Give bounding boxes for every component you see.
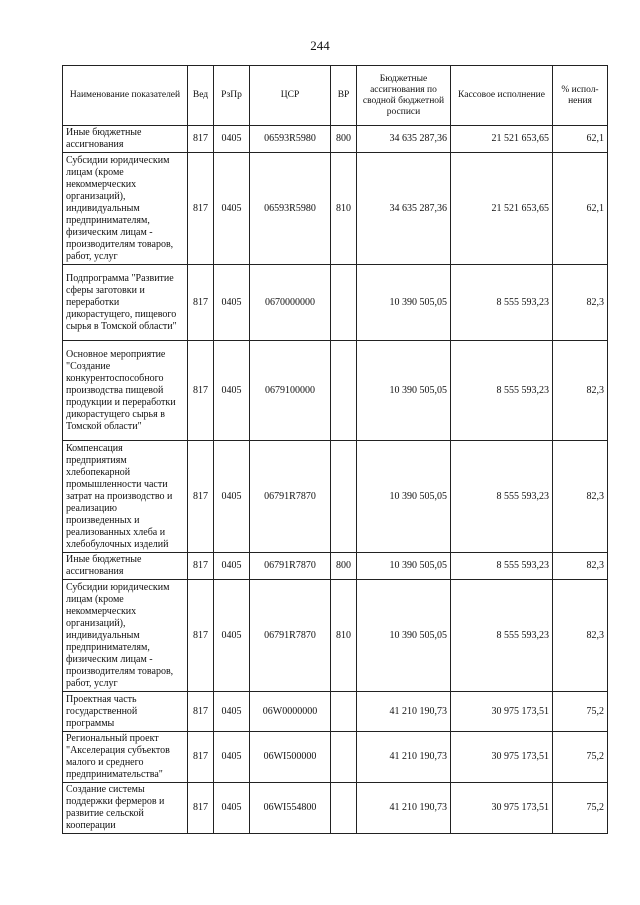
table-row [63,441,608,553]
row-percent: 82,3 [553,580,608,692]
row-rzpr: 0405 [214,692,250,732]
row-budget: 34 635 287,36 [357,126,451,153]
row-name: Иные бюджетные ассигнования [63,126,188,153]
row-rzpr: 0405 [214,783,250,834]
row-vr [331,732,357,783]
table-row [63,692,608,732]
row-cash: 30 975 173,51 [451,783,553,834]
row-name: Подпрограмма "Развитие сферы заготовки и переработки дикорастущего, пищевого сырья в Томской области" [63,265,188,341]
row-vr: 810 [331,153,357,265]
row-csr: 06791R7870 [250,553,331,580]
row-name: Создание системы поддержки фермеров и развитие сельской кооперации [63,783,188,834]
row-percent: 82,3 [553,265,608,341]
row-name: Компенсация предприятиям хлебопекарной промышленности части затрат на производство и реализацию произведенных и реализованных хлеба и хлебобулочных изделий [63,441,188,553]
header-vr: ВР [331,66,357,126]
row-ved: 817 [188,580,214,692]
row-vr [331,692,357,732]
row-budget: 10 390 505,05 [357,580,451,692]
row-name: Основное мероприятие "Создание конкурентоспособного производства пищевой продукции и переработки дикорастущего сырья в Томской области" [63,341,188,441]
row-rzpr: 0405 [214,580,250,692]
header-percent: % испол-нения [553,66,608,126]
row-csr: 06WI500000 [250,732,331,783]
row-ved: 817 [188,692,214,732]
row-rzpr: 0405 [214,732,250,783]
row-rzpr: 0405 [214,153,250,265]
row-ved: 817 [188,126,214,153]
row-percent: 82,3 [553,441,608,553]
row-csr: 06W0000000 [250,692,331,732]
row-budget: 10 390 505,05 [357,553,451,580]
row-vr [331,265,357,341]
header-name: Наименование показателей [63,66,188,126]
table-row [63,553,608,580]
table-row [63,732,608,783]
row-csr: 06593R5980 [250,126,331,153]
row-csr: 06WI554800 [250,783,331,834]
row-ved: 817 [188,441,214,553]
row-vr [331,441,357,553]
row-name: Субсидии юридическим лицам (кроме некоммерческих организаций), индивидуальным предпринимателям, физическим лицам - производителям товаров, работ, услуг [63,580,188,692]
row-vr: 800 [331,126,357,153]
row-percent: 62,1 [553,153,608,265]
row-budget: 10 390 505,05 [357,441,451,553]
row-rzpr: 0405 [214,341,250,441]
row-budget: 41 210 190,73 [357,692,451,732]
row-rzpr: 0405 [214,126,250,153]
table-row [63,341,608,441]
row-cash: 30 975 173,51 [451,732,553,783]
row-ved: 817 [188,265,214,341]
row-csr: 0679100000 [250,341,331,441]
header-row [63,66,608,126]
row-name: Иные бюджетные ассигнования [63,553,188,580]
row-name: Региональный проект "Акселерация субъектов малого и среднего предпринимательства" [63,732,188,783]
row-vr [331,341,357,441]
page-number: 244 [310,38,330,53]
row-csr: 06791R7870 [250,580,331,692]
row-vr: 810 [331,580,357,692]
row-ved: 817 [188,783,214,834]
row-cash: 30 975 173,51 [451,692,553,732]
row-csr: 06593R5980 [250,153,331,265]
header-csr: ЦСР [250,66,331,126]
row-rzpr: 0405 [214,441,250,553]
header-budget: Бюджетные ассигнования по сводной бюджетной росписи [357,66,451,126]
row-budget: 10 390 505,05 [357,341,451,441]
header-cash: Кассовое исполнение [451,66,553,126]
row-budget: 10 390 505,05 [357,265,451,341]
row-budget: 41 210 190,73 [357,732,451,783]
table-row [63,580,608,692]
row-cash: 8 555 593,23 [451,441,553,553]
row-name: Субсидии юридическим лицам (кроме некоммерческих организаций), индивидуальным предпринимателям, физическим лицам - производителям товаров, работ, услуг [63,153,188,265]
row-cash: 8 555 593,23 [451,580,553,692]
row-cash: 8 555 593,23 [451,553,553,580]
row-ved: 817 [188,732,214,783]
row-csr: 0670000000 [250,265,331,341]
table-row [63,783,608,834]
table-row [63,126,608,153]
row-budget: 34 635 287,36 [357,153,451,265]
row-cash: 8 555 593,23 [451,265,553,341]
row-cash: 8 555 593,23 [451,341,553,441]
row-vr: 800 [331,553,357,580]
row-vr [331,783,357,834]
row-ved: 817 [188,153,214,265]
table-row [63,153,608,265]
row-rzpr: 0405 [214,265,250,341]
header-ved: Вед [188,66,214,126]
row-budget: 41 210 190,73 [357,783,451,834]
row-percent: 75,2 [553,783,608,834]
row-percent: 82,3 [553,553,608,580]
row-cash: 21 521 653,65 [451,153,553,265]
header-rzpr: РзПр [214,66,250,126]
row-ved: 817 [188,341,214,441]
row-ved: 817 [188,553,214,580]
row-name: Проектная часть государственной программы [63,692,188,732]
row-cash: 21 521 653,65 [451,126,553,153]
row-percent: 75,2 [553,732,608,783]
row-percent: 82,3 [553,341,608,441]
table-row [63,265,608,341]
row-percent: 75,2 [553,692,608,732]
row-percent: 62,1 [553,126,608,153]
row-rzpr: 0405 [214,553,250,580]
budget-table [62,65,608,834]
row-csr: 06791R7870 [250,441,331,553]
